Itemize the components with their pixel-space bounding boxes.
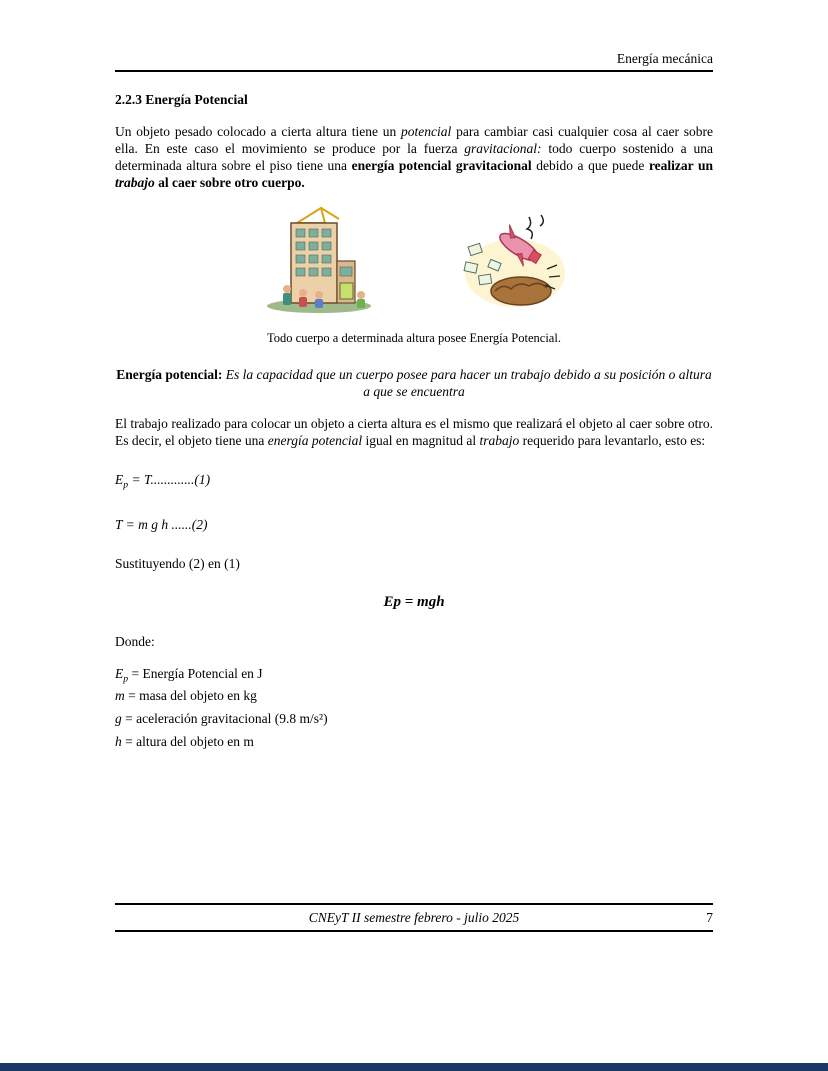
footer-course-title: CNEyT II semestre febrero - julio 2025 [308,910,520,925]
running-head: Energía mecánica [616,51,713,66]
text-segment: trabajo [115,175,155,190]
page-number: 7 [706,910,713,925]
header-rule [115,70,713,72]
text-segment: realizar un [648,158,713,173]
variable-symbol: g [115,711,122,727]
paragraph-intro [115,123,713,191]
variable-subscript: p [123,673,129,685]
text-segment: trabajo [479,433,520,448]
variable-definition [115,687,713,710]
equation-body: T = m g h ......(2) [115,516,208,532]
text-segment: El trabajo realizado para colocar un objeto a cierta altura es el mismo que realizará el objeto al caer sobre otro. Es decir, el objeto tiene una [115,416,713,448]
definition-term: Energía potencial: [116,367,226,382]
page-footer [115,903,713,932]
variable-definition [115,733,713,756]
bottom-edge-bar [0,1063,828,1071]
text-segment: Un objeto pesado colocado a cierta altura tiene un [115,124,402,139]
variable-description: = aceleración gravitacional (9.8 m/s²) [121,711,328,727]
text-segment: debido a que puede [531,158,649,173]
variable-definition [115,710,713,733]
text-segment: potencial [401,124,452,139]
variable-list [115,665,713,756]
variable-symbol: m [115,688,125,704]
text-segment: todo cuerpo sostenido a una determinada altura sobre el piso tiene una [115,141,713,173]
variable-definition [115,665,713,688]
text-segment: requerido para levantarlo, esto es: [519,433,706,448]
paragraph-work [115,415,713,449]
definition-text: Es la capacidad que un cuerpo posee para hacer un trabajo debido a su posición o altura a que se encuentra [225,367,712,399]
variable-symbol: E [115,665,124,681]
equation-symbol: E [115,472,124,487]
variable-description: = altura del objeto en m [121,733,254,749]
text-segment: gravitacional: [464,141,542,156]
equation-body: = T.............(1) [128,472,211,487]
variable-symbol: h [115,733,122,749]
equation-subscript: p [123,479,129,491]
equation-2 [115,516,713,533]
footer-row [115,905,713,926]
section-title: 2.2.3 Energía Potencial [115,92,248,107]
text-segment: al caer sobre otro cuerpo. [154,175,305,190]
variable-description: = masa del objeto en kg [124,688,257,704]
definition-paragraph [115,366,713,400]
text-segment: igual en magnitud al [362,433,480,448]
text-segment: energía potencial gravitacional [351,158,532,173]
main-equation: Ep = mgh [383,593,445,610]
variable-description: = Energía Potencial en J [128,665,263,681]
text-segment: energía potencial [267,433,363,448]
substitution-note: Sustituyendo (2) en (1) [115,555,240,571]
figure-caption: Todo cuerpo a determinada altura posee Energía Potencial. [267,331,561,345]
footer-bottom-rule [115,930,713,932]
where-label: Donde: [115,633,155,649]
falling-crash-clipart-image [459,211,567,315]
figure [115,203,713,315]
equation-1 [115,471,713,494]
building-with-crane-clipart-image [261,205,381,315]
text-segment: para cambiar casi cualquier cosa al caer sobre ella. En este caso el movimiento se produce por la fuerza [115,124,714,156]
